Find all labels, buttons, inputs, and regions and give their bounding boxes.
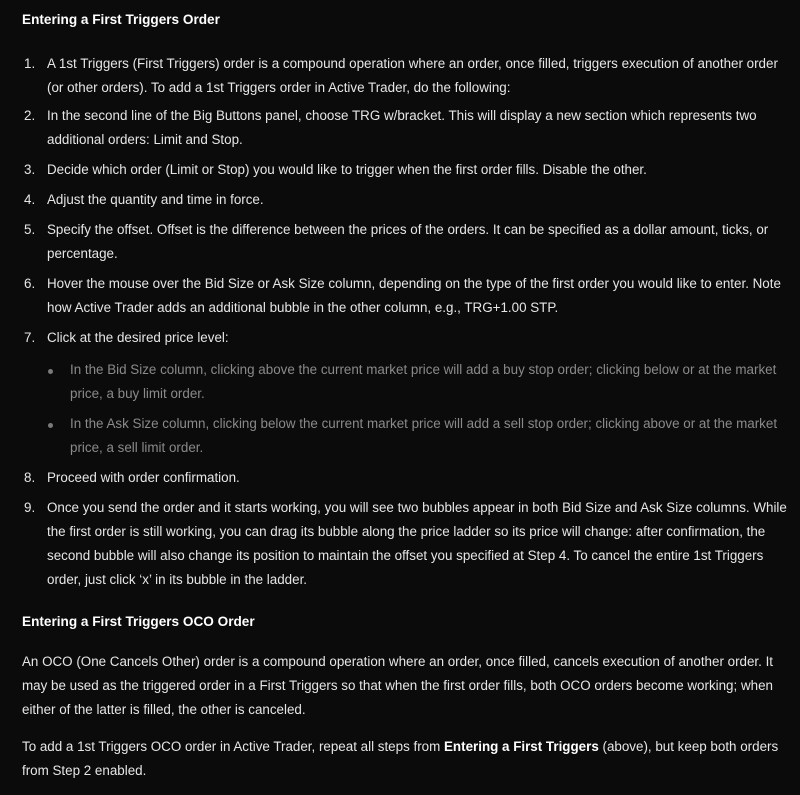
step-number: 5.	[24, 222, 36, 237]
oco-instructions-text: To add a 1st Triggers OCO order in Active Trader, repeat all steps from	[22, 739, 444, 754]
step-item	[0, 104, 790, 158]
oco-instructions-text-end: (above), but keep both orders from Step 2 enabled.	[22, 739, 779, 778]
first-triggers-steps	[0, 52, 790, 345]
substep-text: In the Bid Size column, clicking above the current market price will add a buy stop order; clicking below or at the market price, a buy limit order.	[70, 362, 777, 401]
step-item	[0, 496, 790, 592]
click-substeps	[0, 358, 790, 466]
step-item	[0, 158, 790, 188]
step-item	[0, 466, 790, 496]
step-item	[0, 272, 790, 326]
oco-instructions	[22, 735, 787, 783]
bullet-icon	[48, 423, 53, 428]
oco-description: An OCO (One Cancels Other) order is a compound operation where an order, once filled, cancels execution of another order. It may be used as the triggered order in a First Triggers so that when the first order fills, both OCO orders become working; when either of the latter is filled, the other is canceled.	[22, 654, 774, 717]
step-text: A 1st Triggers (First Triggers) order is a compound operation where an order, once filled, triggers execution of another order (or other orders). To add a 1st Triggers order in Active Trader, do the following:	[47, 56, 778, 95]
step-number: 9.	[24, 500, 36, 515]
step-number: 6.	[24, 276, 36, 291]
step-number: 4.	[24, 192, 36, 207]
substep-item	[0, 412, 790, 466]
section-title-first-triggers: Entering a First Triggers Order	[22, 12, 220, 27]
step-number: 8.	[24, 470, 36, 485]
substep-item	[0, 358, 790, 412]
section-title-first-triggers-oco: Entering a First Triggers OCO Order	[22, 614, 255, 629]
step-number: 7.	[24, 330, 36, 345]
substep-text: In the Ask Size column, clicking below the current market price will add a sell stop order; clicking above or at the market price, a sell limit order.	[70, 416, 778, 455]
bullet-icon	[48, 369, 53, 374]
first-triggers-steps-continued	[0, 466, 790, 592]
step-text: Decide which order (Limit or Stop) you would like to trigger when the first order fills. Disable the other.	[47, 162, 647, 177]
step-text: Hover the mouse over the Bid Size or Ask Size column, depending on the type of the first order you would like to enter. Note how Active Trader adds an additional bubble in the other column, e.g., TRG+1.00 STP.	[47, 276, 781, 315]
step-number: 3.	[24, 162, 36, 177]
step-text: Proceed with order confirmation.	[47, 470, 240, 485]
step-text: Click at the desired price level:	[47, 330, 229, 345]
step-number: 2.	[24, 108, 36, 123]
step-text: In the second line of the Big Buttons panel, choose TRG w/bracket. This will display a new section which represents two additional orders: Limit and Stop.	[47, 108, 757, 147]
first-triggers-link-text: Entering a First Triggers	[444, 739, 599, 754]
step-number: 1.	[24, 56, 36, 71]
step-text: Specify the offset. Offset is the difference between the prices of the orders. It can be specified as a dollar amount, ticks, or percentage.	[47, 222, 769, 261]
step-text: Once you send the order and it starts working, you will see two bubbles appear in both Bid Size and Ask Size columns. While the first order is still working, you can drag its bubble along the price ladder so its price will change: after confirmation, the second bubble will also change its position to maintain the offset you specified at Step 4. To cancel the entire 1st Triggers order, just click ‘x’ in its bubble in the ladder.	[47, 500, 787, 587]
step-item	[0, 218, 790, 272]
step-item	[0, 188, 790, 218]
step-item	[0, 52, 790, 104]
step-text: Adjust the quantity and time in force.	[47, 192, 264, 207]
